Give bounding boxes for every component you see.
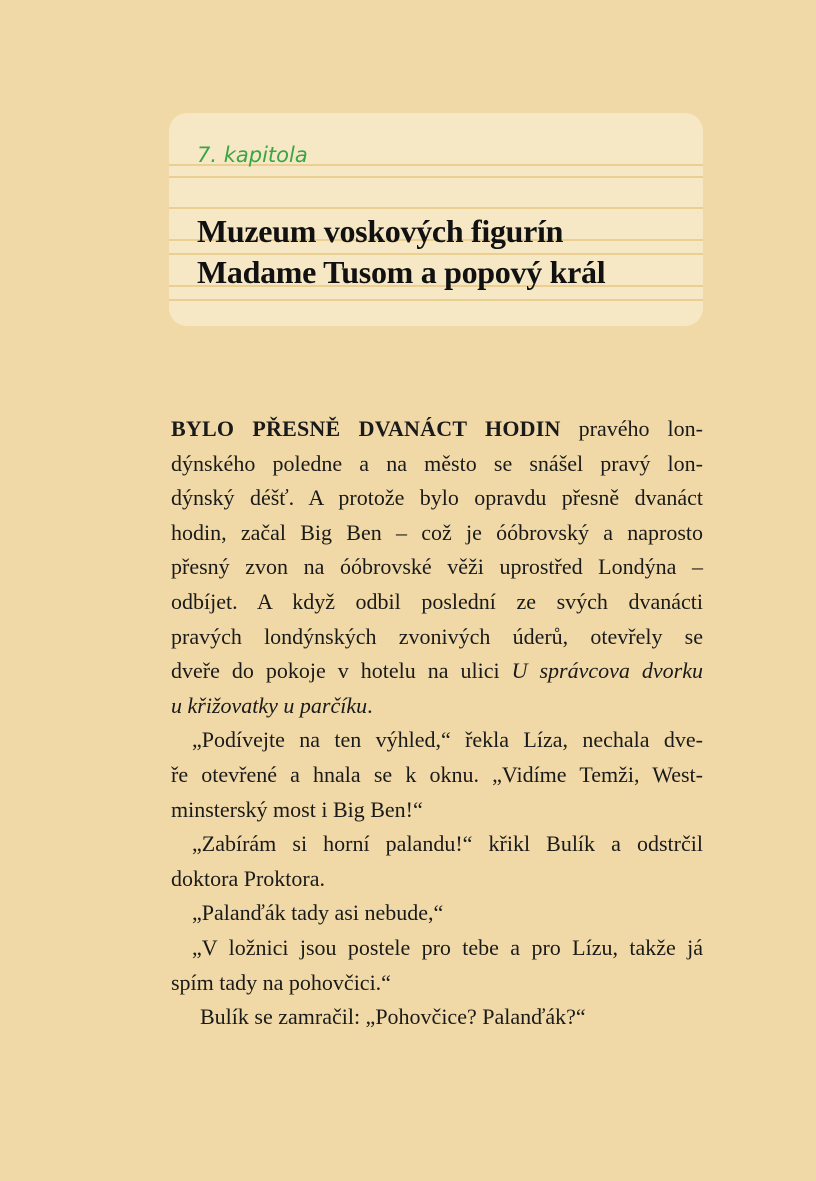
text-line: dýnského poledne a na město se snášel pravý lon- [171,450,703,476]
text-line: odbíjet. A když odbil poslední ze svých dvanácti [171,588,703,614]
paragraph [171,896,703,931]
lead-in-caps: BYLO PŘESNĚ DVANÁCT HODIN [171,416,561,441]
text-line: ře otevřené a hnala se k oknu. „Vidíme Temži, West- [171,761,703,787]
text-line: „Palanďák tady asi nebude,“ [192,900,444,926]
chapter-title-line: Muzeum voskových figurín [197,213,564,249]
text-line: hodin, začal Big Ben – což je óóbrovský a naprosto [171,519,703,545]
text-line: spím tady na pohovčici.“ [171,969,391,995]
text-line: „V ložnici jsou postele pro tebe a pro Lízu, takže já [192,934,703,960]
street-name: U správcova dvorku [511,658,703,684]
text-line: doktora Proktora. [171,865,325,891]
text-line: dveře do pokoje v hotelu na ulici U správcova dvorku [171,658,703,684]
text-line: BYLO PŘESNĚ DVANÁCT HODIN pravého lon- [171,416,703,441]
paragraph [171,1000,703,1035]
chapter-title-line: Madame Tusom a popový král [197,254,606,290]
card-rule [169,176,703,178]
paragraph [171,723,703,827]
chapter-title [197,211,697,293]
card-rule [169,299,703,301]
paragraph [171,412,703,723]
text-line: Bulík se zamračil: „Pohovčice? Palanďák?“ [200,1004,586,1030]
text-line: pravých londýnských zvonivých úderů, otevřely se [171,623,703,649]
chapter-heading-card [169,113,703,326]
paragraph [171,931,703,1000]
chapter-number: 7. kapitola [197,143,308,167]
text-line: přesný zvon na óóbrovské věži uprostřed Londýna – [171,554,703,580]
paragraph [171,827,703,896]
chapter-body-text [171,412,703,1035]
text-line: u křižovatky u parčíku. [171,692,373,718]
text-line: „Podívejte na ten výhled,“ řekla Líza, nechala dve- [192,727,703,753]
text-line: dýnský déšť. A protože bylo opravdu přesně dvanáct [171,485,703,511]
card-rule [169,207,703,209]
text-line: „Zabírám si horní palandu!“ křikl Bulík a odstrčil [192,831,703,857]
street-name: u křižovatky u parčíku [171,692,368,718]
text-line: minsterský most i Big Ben!“ [171,796,423,822]
